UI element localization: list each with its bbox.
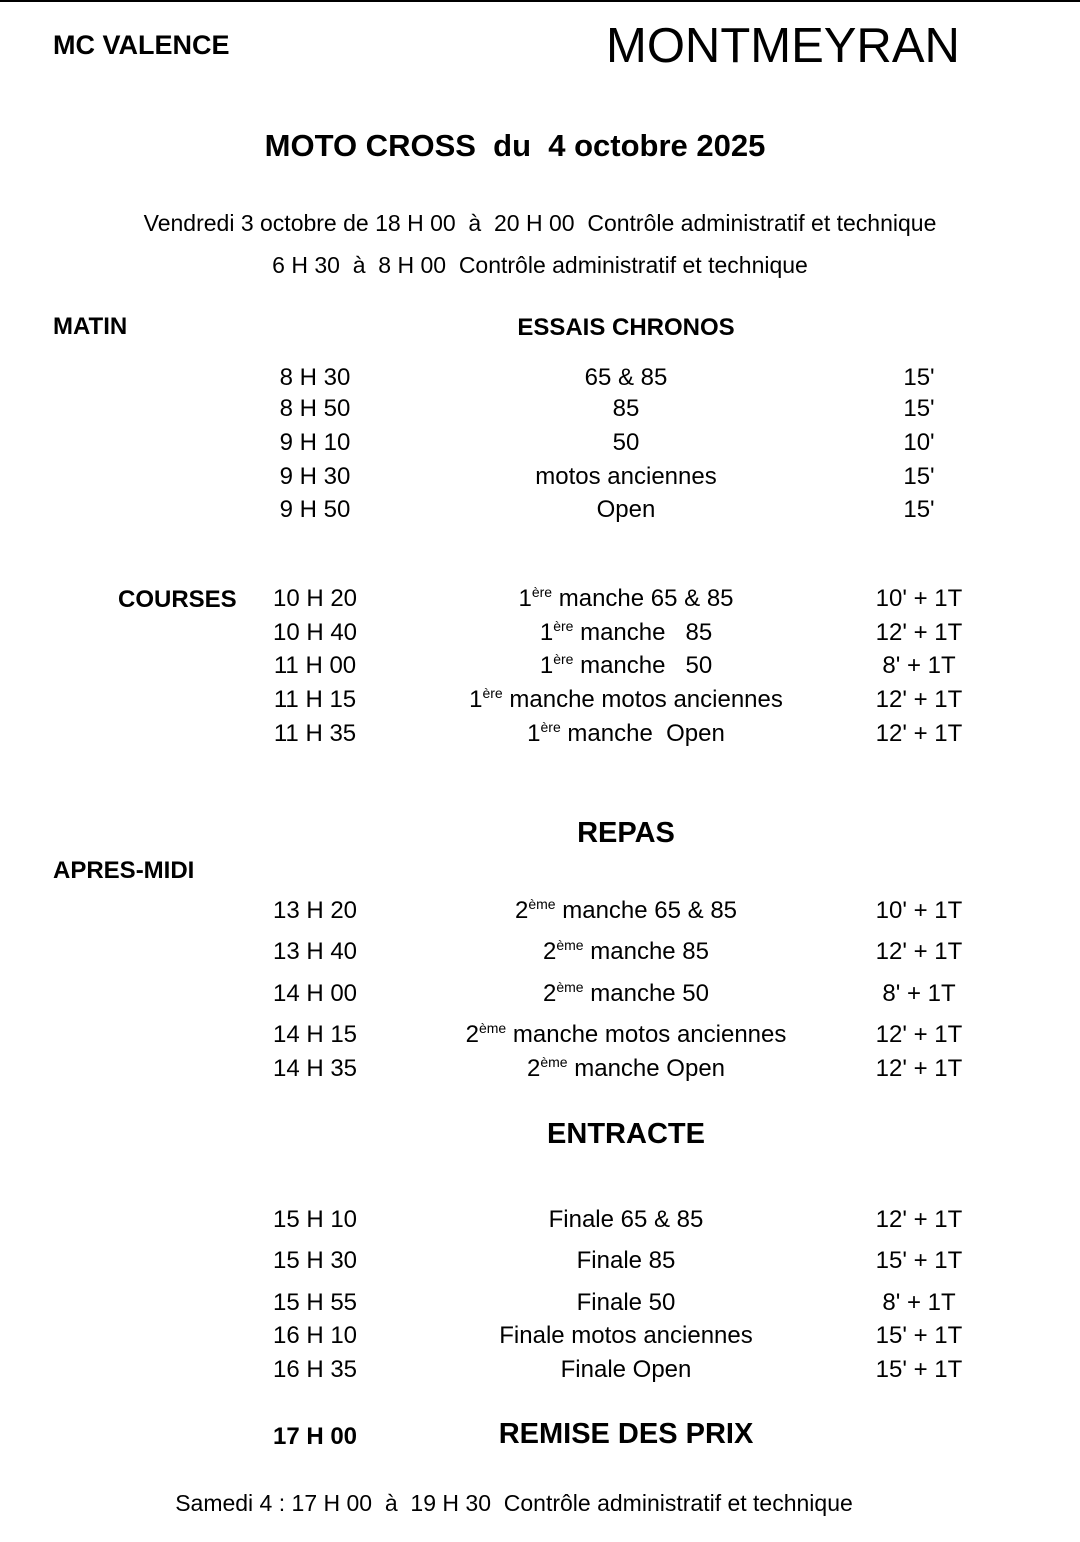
row-duration: 15' (903, 364, 935, 391)
row-category: Finale 85 (576, 1247, 676, 1274)
schedule-row (0, 364, 1080, 394)
row-time: 11 H 00 (273, 652, 357, 679)
row-duration: 12' + 1T (875, 720, 963, 747)
schedule-row (0, 686, 1080, 716)
row-time: 14 H 00 (272, 980, 358, 1007)
row-duration: 15' + 1T (875, 1356, 963, 1383)
row-time: 8 H 30 (279, 364, 351, 391)
row-time: 10 H 40 (272, 619, 358, 646)
row-duration: 15' (903, 463, 935, 490)
morning-label: MATIN (53, 313, 128, 340)
row-category: 1ère manche 50 (539, 651, 713, 679)
row-duration: 10' + 1T (875, 897, 963, 924)
meal-heading: REPAS (577, 817, 675, 849)
schedule-row (0, 1055, 1080, 1085)
row-category: Finale motos anciennes (499, 1322, 753, 1349)
venue-name: MONTMEYRAN (606, 19, 960, 73)
row-time: 13 H 20 (272, 897, 358, 924)
row-duration: 8' + 1T (882, 980, 956, 1007)
interval-heading: ENTRACTE (547, 1118, 705, 1150)
row-category: 1ère manche motos anciennes (469, 685, 783, 713)
prize-label: REMISE DES PRIX (498, 1418, 754, 1450)
friday-note: Vendredi 3 octobre de 18 H 00 à 20 H 00 Contrôle administratif et technique (143, 210, 937, 236)
row-category: Finale 50 (576, 1289, 676, 1316)
prize-time: 17 H 00 (272, 1423, 358, 1450)
row-category: 1ère manche Open (527, 719, 725, 747)
page-title (0, 128, 1080, 164)
schedule-row (0, 897, 1080, 927)
row-duration: 15' (903, 395, 935, 422)
practice-heading: ESSAIS CHRONOS (517, 314, 735, 341)
schedule-row (0, 938, 1080, 968)
row-category: 1ère manche 65 & 85 (518, 584, 734, 612)
row-time: 11 H 35 (273, 720, 357, 747)
row-duration: 15' + 1T (875, 1322, 963, 1349)
top-border (0, 0, 1080, 2)
row-time: 14 H 35 (272, 1055, 358, 1082)
schedule-row (0, 463, 1080, 493)
row-category: Finale 65 & 85 (548, 1206, 704, 1233)
row-duration: 12' + 1T (875, 619, 963, 646)
row-duration: 12' + 1T (875, 1055, 963, 1082)
row-time: 9 H 50 (279, 496, 351, 523)
row-duration: 8' + 1T (882, 652, 956, 679)
races-label: COURSES (118, 586, 237, 613)
schedule-row (0, 720, 1080, 750)
schedule-row (0, 1206, 1080, 1236)
row-category: 2ème manche 85 (542, 937, 710, 965)
row-time: 16 H 10 (272, 1322, 358, 1349)
row-duration: 10' (903, 429, 935, 456)
row-time: 15 H 55 (272, 1289, 358, 1316)
row-time: 9 H 10 (279, 429, 351, 456)
row-category: 1ère manche 85 (539, 618, 713, 646)
row-time: 11 H 15 (273, 686, 357, 713)
schedule-row (0, 1356, 1080, 1386)
row-time: 16 H 35 (272, 1356, 358, 1383)
schedule-row (0, 395, 1080, 425)
schedule-row (0, 1021, 1080, 1051)
row-time: 10 H 20 (272, 585, 358, 612)
row-category: 85 (612, 395, 640, 422)
morning-note: 6 H 30 à 8 H 00 Contrôle administratif et technique (272, 252, 808, 278)
row-time: 14 H 15 (272, 1021, 358, 1048)
row-duration: 15' (903, 496, 935, 523)
row-duration: 12' + 1T (875, 686, 963, 713)
schedule-row (0, 1289, 1080, 1319)
row-time: 15 H 30 (272, 1247, 358, 1274)
row-time: 9 H 30 (279, 463, 351, 490)
row-category: Open (596, 496, 656, 523)
club-name: MC VALENCE (53, 30, 230, 60)
prize-row (0, 1418, 1080, 1453)
row-category: Finale Open (560, 1356, 692, 1383)
row-category: motos anciennes (535, 463, 717, 490)
row-duration: 12' + 1T (875, 1021, 963, 1048)
row-time: 13 H 40 (272, 938, 358, 965)
schedule-row (0, 429, 1080, 459)
row-category: 2ème manche 50 (542, 979, 710, 1007)
row-time: 8 H 50 (279, 395, 351, 422)
schedule-row (0, 585, 1080, 615)
schedule-row (0, 619, 1080, 649)
afternoon-label: APRES-MIDI (53, 857, 195, 884)
row-duration: 8' + 1T (882, 1289, 956, 1316)
row-time: 15 H 10 (272, 1206, 358, 1233)
row-category: 65 & 85 (584, 364, 668, 391)
row-duration: 15' + 1T (875, 1247, 963, 1274)
saturday-note: Samedi 4 : 17 H 00 à 19 H 30 Contrôle administratif et technique (175, 1490, 853, 1516)
schedule-row (0, 980, 1080, 1010)
row-duration: 12' + 1T (875, 1206, 963, 1233)
row-duration: 10' + 1T (875, 585, 963, 612)
row-category: 50 (612, 429, 640, 456)
schedule-row (0, 496, 1080, 526)
page-title-text: MOTO CROSS du 4 octobre 2025 (264, 128, 766, 163)
row-category: 2ème manche Open (526, 1054, 726, 1082)
schedule-row (0, 652, 1080, 682)
schedule-row (0, 1247, 1080, 1277)
row-duration: 12' + 1T (875, 938, 963, 965)
row-category: 2ème manche motos anciennes (465, 1020, 787, 1048)
row-category: 2ème manche 65 & 85 (514, 896, 738, 924)
schedule-row (0, 1322, 1080, 1352)
